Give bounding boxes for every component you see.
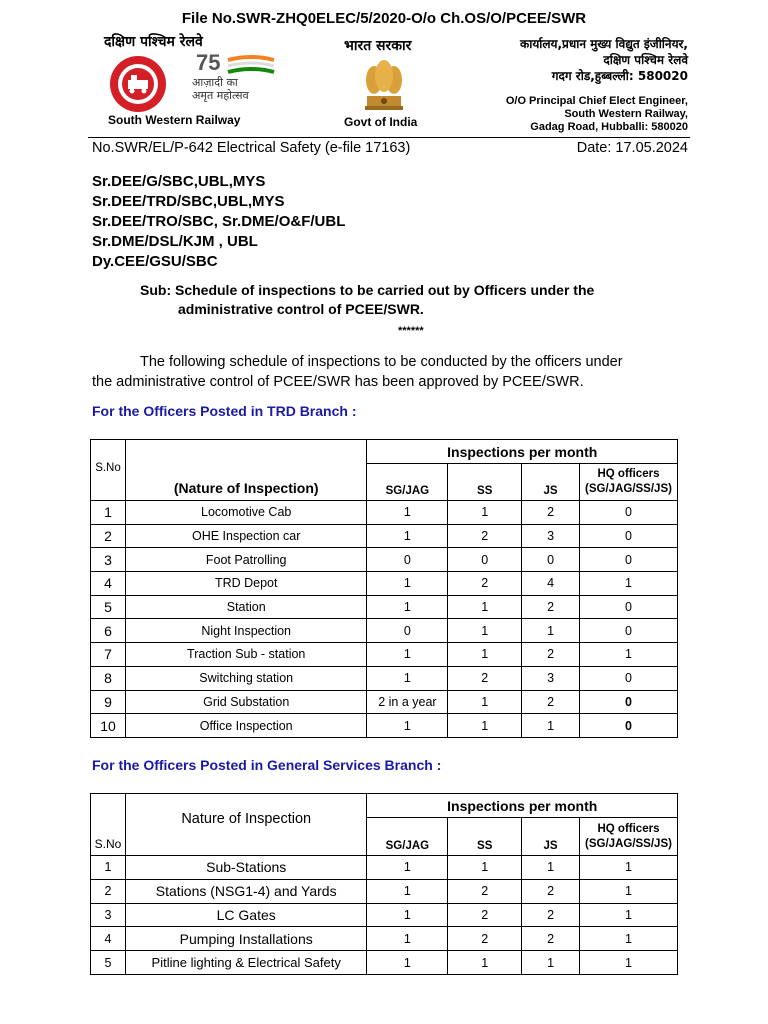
cell-hq: 0 xyxy=(579,595,677,619)
cell-hq: 1 xyxy=(579,879,677,903)
azadi-text xyxy=(192,76,249,102)
cell-nature: Office Inspection xyxy=(125,714,366,738)
cell-ss: 2 xyxy=(448,927,522,951)
col-header-nature: Nature of Inspection xyxy=(125,794,366,856)
cell-hq: 0 xyxy=(579,690,677,714)
cell-sno: 5 xyxy=(91,595,126,619)
cell-hq: 1 xyxy=(579,856,677,880)
cell-sg-jag: 1 xyxy=(367,643,448,667)
cell-sno: 1 xyxy=(91,501,126,525)
cell-nature: OHE Inspection car xyxy=(125,524,366,548)
col-header-ss: SS xyxy=(448,818,522,856)
col-header-js: JS xyxy=(522,464,580,501)
hq-label: HQ officers xyxy=(597,468,660,480)
swr-hindi-name: दक्षिण पश्चिम रेलवे xyxy=(104,34,203,50)
cell-nature: Pitline lighting & Electrical Safety xyxy=(125,951,366,975)
cell-nature: Switching station xyxy=(125,666,366,690)
cell-js: 2 xyxy=(522,643,580,667)
gs-section-heading: For the Officers Posted in General Services Branch : xyxy=(92,757,442,773)
cell-hq: 1 xyxy=(579,643,677,667)
cell-nature: Foot Patrolling xyxy=(125,548,366,572)
cell-hq: 1 xyxy=(579,951,677,975)
cell-sno: 3 xyxy=(91,903,126,927)
table-row xyxy=(91,524,678,548)
govt-hindi-name: भारत सरकार xyxy=(344,38,412,54)
cell-nature: LC Gates xyxy=(125,903,366,927)
cell-ss: 1 xyxy=(448,501,522,525)
cell-nature: Pumping Installations xyxy=(125,927,366,951)
table-row xyxy=(91,879,678,903)
addressee: Dy.CEE/GSU/SBC xyxy=(92,253,218,270)
cell-hq: 0 xyxy=(579,501,677,525)
cell-hq: 0 xyxy=(579,524,677,548)
cell-ss: 0 xyxy=(448,548,522,572)
azadi-line-1: आज़ादी का xyxy=(192,76,238,89)
hq-sub-label: (SG/JAG/SS/JS) xyxy=(585,483,672,495)
col-header-nature: (Nature of Inspection) xyxy=(125,440,366,501)
cell-js: 1 xyxy=(522,619,580,643)
cell-js: 1 xyxy=(522,951,580,975)
azadi-line-2: अमृत महोत्सव xyxy=(192,89,249,102)
cell-js: 1 xyxy=(522,856,580,880)
hq-sub-label: (SG/JAG/SS/JS) xyxy=(585,837,672,850)
addressee: Sr.DEE/G/SBC,UBL,MYS xyxy=(92,173,266,190)
addressee: Sr.DEE/TRO/SBC, Sr.DME/O&F/UBL xyxy=(92,213,346,230)
trd-inspection-table xyxy=(90,439,678,738)
cell-ss: 1 xyxy=(448,643,522,667)
cell-nature: Traction Sub - station xyxy=(125,643,366,667)
cell-sno: 7 xyxy=(91,643,126,667)
cell-sno: 5 xyxy=(91,951,126,975)
body-line-2: the administrative control of PCEE/SWR has been approved by PCEE/SWR. xyxy=(92,374,584,390)
cell-js: 3 xyxy=(522,666,580,690)
col-header-ss: SS xyxy=(448,464,522,501)
cell-hq: 0 xyxy=(579,714,677,738)
col-header-sno: S.No xyxy=(91,440,126,501)
office-hindi-line: दक्षिण पश्चिम रेलवे xyxy=(603,53,688,67)
cell-js: 4 xyxy=(522,572,580,596)
office-english-line: Gadag Road, Hubballi: 580020 xyxy=(530,121,688,133)
cell-ss: 1 xyxy=(448,951,522,975)
cell-sg-jag: 1 xyxy=(367,714,448,738)
cell-nature: Station xyxy=(125,595,366,619)
indian-railways-logo-icon xyxy=(108,54,168,114)
table-row xyxy=(91,619,678,643)
cell-nature: Locomotive Cab xyxy=(125,501,366,525)
office-hindi-line: कार्यालय,प्रधान मुख्य विद्युत इंजीनियर, xyxy=(520,37,688,51)
cell-sno: 2 xyxy=(91,524,126,548)
cell-sg-jag: 1 xyxy=(367,927,448,951)
cell-sg-jag: 1 xyxy=(367,951,448,975)
office-address-hindi xyxy=(520,36,688,84)
cell-ss: 1 xyxy=(448,595,522,619)
subject-line-2: administrative control of PCEE/SWR. xyxy=(178,301,424,317)
subject-line-1: Sub: Schedule of inspections to be carried out by Officers under the xyxy=(140,282,595,298)
office-address-english xyxy=(506,95,688,134)
cell-hq: 0 xyxy=(579,666,677,690)
swr-english-name: South Western Railway xyxy=(108,113,241,127)
govt-english-name: Govt of India xyxy=(344,115,418,129)
hq-label: HQ officers xyxy=(597,822,660,835)
table-row xyxy=(91,643,678,667)
cell-sno: 1 xyxy=(91,856,126,880)
cell-sg-jag: 1 xyxy=(367,524,448,548)
table-row xyxy=(91,666,678,690)
col-header-hq-officers xyxy=(579,464,677,501)
col-header-inspections-per-month: Inspections per month xyxy=(367,794,678,818)
cell-js: 2 xyxy=(522,903,580,927)
cell-js: 2 xyxy=(522,690,580,714)
swr-logo-block xyxy=(104,32,299,122)
col-header-sg-jag: SG/JAG xyxy=(367,464,448,501)
cell-sg-jag: 1 xyxy=(367,879,448,903)
cell-sg-jag: 1 xyxy=(367,501,448,525)
cell-sg-jag: 0 xyxy=(367,548,448,572)
cell-sg-jag: 1 xyxy=(367,903,448,927)
cell-sno: 4 xyxy=(91,572,126,596)
addressee-list xyxy=(92,172,345,272)
azadi-ka-amrit-mahotsav-logo xyxy=(192,50,297,116)
cell-sg-jag: 1 xyxy=(367,595,448,619)
table-row xyxy=(91,690,678,714)
table-row xyxy=(91,951,678,975)
cell-nature: Sub-Stations xyxy=(125,856,366,880)
addressee: Sr.DEE/TRD/SBC,UBL,MYS xyxy=(92,193,285,210)
col-header-js: JS xyxy=(522,818,580,856)
cell-nature: Grid Substation xyxy=(125,690,366,714)
office-english-line: South Western Railway, xyxy=(564,108,688,120)
trd-section-heading: For the Officers Posted in TRD Branch : xyxy=(92,403,357,419)
cell-sg-jag: 2 in a year xyxy=(367,690,448,714)
file-number: File No.SWR-ZHQ0ELEC/5/2020-O/o Ch.OS/O/PCEE/SWR xyxy=(181,10,587,27)
col-header-hq-officers xyxy=(579,818,677,856)
cell-js: 3 xyxy=(522,524,580,548)
table-row xyxy=(91,548,678,572)
cell-hq: 0 xyxy=(579,548,677,572)
cell-ss: 2 xyxy=(448,903,522,927)
cell-ss: 1 xyxy=(448,619,522,643)
col-header-sno: S.No xyxy=(91,794,126,856)
cell-sg-jag: 1 xyxy=(367,666,448,690)
cell-ss: 2 xyxy=(448,524,522,548)
cell-ss: 1 xyxy=(448,690,522,714)
gs-inspection-table xyxy=(90,793,678,975)
cell-js: 2 xyxy=(522,927,580,951)
col-header-inspections-per-month: Inspections per month xyxy=(367,440,678,464)
table-row xyxy=(91,856,678,880)
cell-ss: 1 xyxy=(448,856,522,880)
cell-ss: 2 xyxy=(448,572,522,596)
body-line-1: The following schedule of inspections to be conducted by the officers under xyxy=(140,354,623,370)
cell-ss: 2 xyxy=(448,666,522,690)
cell-ss: 2 xyxy=(448,879,522,903)
cell-js: 1 xyxy=(522,714,580,738)
azadi-75-mark: 75 xyxy=(196,50,221,75)
table-row xyxy=(91,501,678,525)
cell-sno: 3 xyxy=(91,548,126,572)
table-row xyxy=(91,714,678,738)
cell-sno: 6 xyxy=(91,619,126,643)
cell-ss: 1 xyxy=(448,714,522,738)
cell-hq: 1 xyxy=(579,572,677,596)
cell-sno: 10 xyxy=(91,714,126,738)
cell-sg-jag: 0 xyxy=(367,619,448,643)
table-row xyxy=(91,903,678,927)
table-row xyxy=(91,595,678,619)
subject-line xyxy=(140,281,660,319)
cell-sg-jag: 1 xyxy=(367,856,448,880)
cell-js: 0 xyxy=(522,548,580,572)
national-emblem-icon xyxy=(359,52,409,114)
cell-sno: 8 xyxy=(91,666,126,690)
cell-sno: 4 xyxy=(91,927,126,951)
cell-nature: Stations (NSG1-4) and Yards xyxy=(125,879,366,903)
office-english-line: O/O Principal Chief Elect Engineer, xyxy=(505,95,688,107)
tricolor-flag-icon xyxy=(226,54,276,76)
table-row xyxy=(91,572,678,596)
cell-js: 2 xyxy=(522,595,580,619)
cell-nature: TRD Depot xyxy=(125,572,366,596)
table-row xyxy=(91,927,678,951)
office-hindi-line: गदग रोड,हुब्बल्ली: 580020 xyxy=(551,69,688,83)
separator-stars: ****** xyxy=(398,325,424,337)
cell-js: 2 xyxy=(522,501,580,525)
cell-sno: 9 xyxy=(91,690,126,714)
addressee: Sr.DME/DSL/KJM , UBL xyxy=(92,233,258,250)
cell-hq: 1 xyxy=(579,903,677,927)
cell-sg-jag: 1 xyxy=(367,572,448,596)
col-header-sg-jag: SG/JAG xyxy=(367,818,448,856)
body-paragraph xyxy=(92,352,672,392)
cell-nature: Night Inspection xyxy=(125,619,366,643)
letter-date: Date: 17.05.2024 xyxy=(576,140,688,156)
cell-sno: 2 xyxy=(91,879,126,903)
cell-js: 2 xyxy=(522,879,580,903)
cell-hq: 1 xyxy=(579,927,677,951)
letter-reference-number: No.SWR/EL/P-642 Electrical Safety (e-file 17163) xyxy=(92,140,411,156)
cell-hq: 0 xyxy=(579,619,677,643)
header-divider xyxy=(88,137,690,138)
